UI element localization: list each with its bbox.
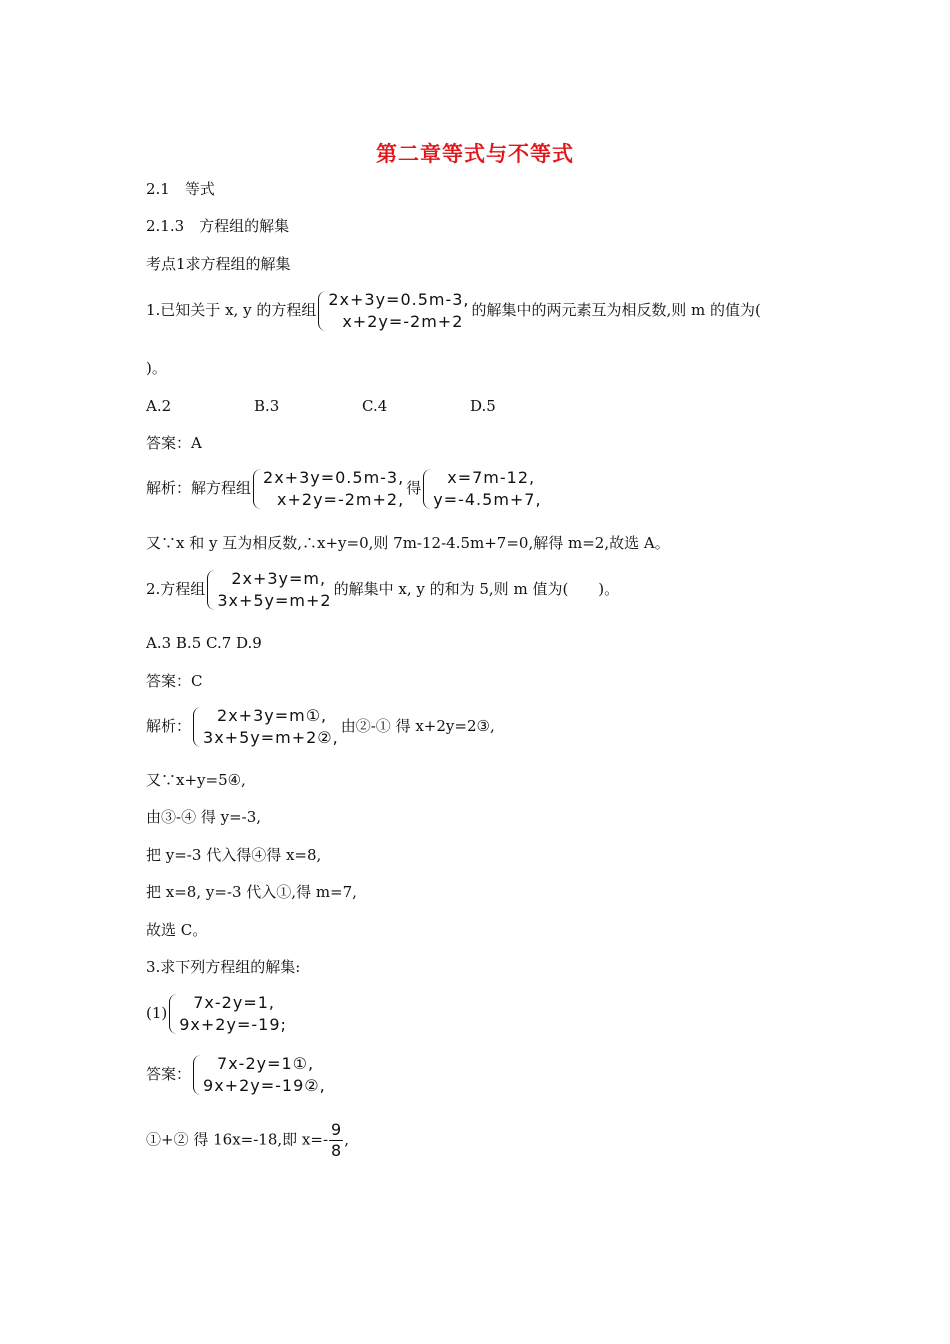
- q1-eq1: 2x+3y=0.5m-3,: [328, 290, 470, 309]
- brace-icon: [253, 469, 261, 509]
- q2-analysis-suffix: 由②-① 得 x+2y=2③,: [340, 717, 495, 735]
- q1-tail: )。: [146, 359, 167, 377]
- q2-step-4: 把 x=8, y=-3 代入①,得 m=7,: [146, 883, 357, 901]
- q2-analysis: [146, 705, 495, 749]
- q1-de: 得: [406, 479, 422, 497]
- q1-conclusion: 又∵x 和 y 互为相反数,∴x+y=0,则 7m-12-4.5m+7=0,解得 m=2,故选 A。: [146, 534, 670, 552]
- q3-equation-system: [169, 992, 287, 1036]
- q3-answer-eq1: 7x-2y=1①,: [217, 1054, 315, 1073]
- brace-icon: [423, 469, 431, 509]
- q3-answer-system: [193, 1053, 326, 1097]
- brace-icon: [193, 707, 201, 747]
- q2-step-3: 把 y=-3 代入得④得 x=8,: [146, 846, 322, 864]
- q1-equation-system: [318, 289, 469, 333]
- q2-answer: 答案：C: [146, 672, 203, 690]
- q3-part1-label: (1): [146, 1004, 168, 1022]
- q2-prefix: 2.方程组: [146, 580, 206, 598]
- fraction-denominator: 8: [331, 1141, 342, 1160]
- q2-equation-system: [207, 568, 331, 612]
- q2-suffix: 的解集中 x, y 的和为 5,则 m 值为( )。: [333, 580, 620, 598]
- q1-analysis-system: [253, 467, 404, 511]
- q1-result-system: [423, 467, 541, 511]
- q3-step-prefix: ①+② 得 16x=-18,即 x=-: [146, 1130, 329, 1149]
- q1-option-d: D.5: [470, 397, 496, 415]
- q2-step-1: 又∵x+y=5④,: [146, 771, 246, 789]
- q1-option-a: A.2: [146, 397, 172, 415]
- subsection-heading: 2.1.3 方程组的解集: [146, 217, 290, 235]
- q3-eq1: 7x-2y=1,: [193, 993, 275, 1012]
- brace-icon: [207, 570, 215, 610]
- q3-step: [146, 1120, 349, 1161]
- q1-analysis: [146, 467, 544, 511]
- q1-answer: 答案：A: [146, 434, 202, 452]
- q1-options: [146, 396, 496, 416]
- q3-answer-prefix: 答案：: [146, 1065, 192, 1083]
- brace-icon: [318, 291, 326, 331]
- q2-step-2: 由③-④ 得 y=-3,: [146, 808, 262, 826]
- q1-option-b: B.3: [254, 397, 280, 415]
- q1-option-c: C.4: [362, 397, 388, 415]
- q2-options: A.3 B.5 C.7 D.9: [146, 634, 262, 652]
- page-title: 第二章等式与不等式: [376, 141, 574, 166]
- section-heading: 2.1 等式: [146, 180, 215, 198]
- q1-suffix: 的解集中的两元素互为相反数,则 m 的值为(: [471, 301, 761, 319]
- q1-result-eq1: x=7m-12,: [447, 468, 536, 487]
- q2-eq1: 2x+3y=m,: [231, 569, 327, 588]
- q1-analysis-eq1: 2x+3y=0.5m-3,: [263, 468, 405, 487]
- q3-eq2: 9x+2y=-19;: [179, 1015, 287, 1034]
- question-3: 3.求下列方程组的解集:: [146, 958, 301, 976]
- q1-result-eq2: y=-4.5m+7,: [433, 490, 542, 509]
- brace-icon: [193, 1055, 201, 1095]
- fraction: [329, 1120, 343, 1161]
- q3-step-suffix: ,: [344, 1130, 349, 1149]
- fraction-numerator: 9: [331, 1120, 342, 1139]
- brace-icon: [169, 994, 177, 1034]
- q2-analysis-eq1: 2x+3y=m①,: [217, 706, 328, 725]
- q2-analysis-system: [193, 705, 339, 749]
- q2-eq2: 3x+5y=m+2: [217, 591, 332, 610]
- q2-step-5: 故选 C。: [146, 921, 208, 939]
- q2-analysis-eq2: 3x+5y=m+2②,: [203, 728, 339, 747]
- q3-part-1: [146, 992, 289, 1036]
- q1-analysis-prefix: 解析：解方程组: [146, 479, 252, 497]
- q1-eq2: x+2y=-2m+2: [342, 312, 464, 331]
- q2-analysis-prefix: 解析：: [146, 717, 192, 735]
- topic-heading: 考点1求方程组的解集: [146, 255, 291, 273]
- q3-answer-eq2: 9x+2y=-19②,: [203, 1076, 326, 1095]
- question-1: [146, 289, 761, 333]
- q1-analysis-eq2: x+2y=-2m+2,: [277, 490, 405, 509]
- q1-prefix: 1.已知关于 x, y 的方程组: [146, 301, 317, 319]
- question-2: [146, 568, 619, 612]
- q3-answer: [146, 1053, 328, 1097]
